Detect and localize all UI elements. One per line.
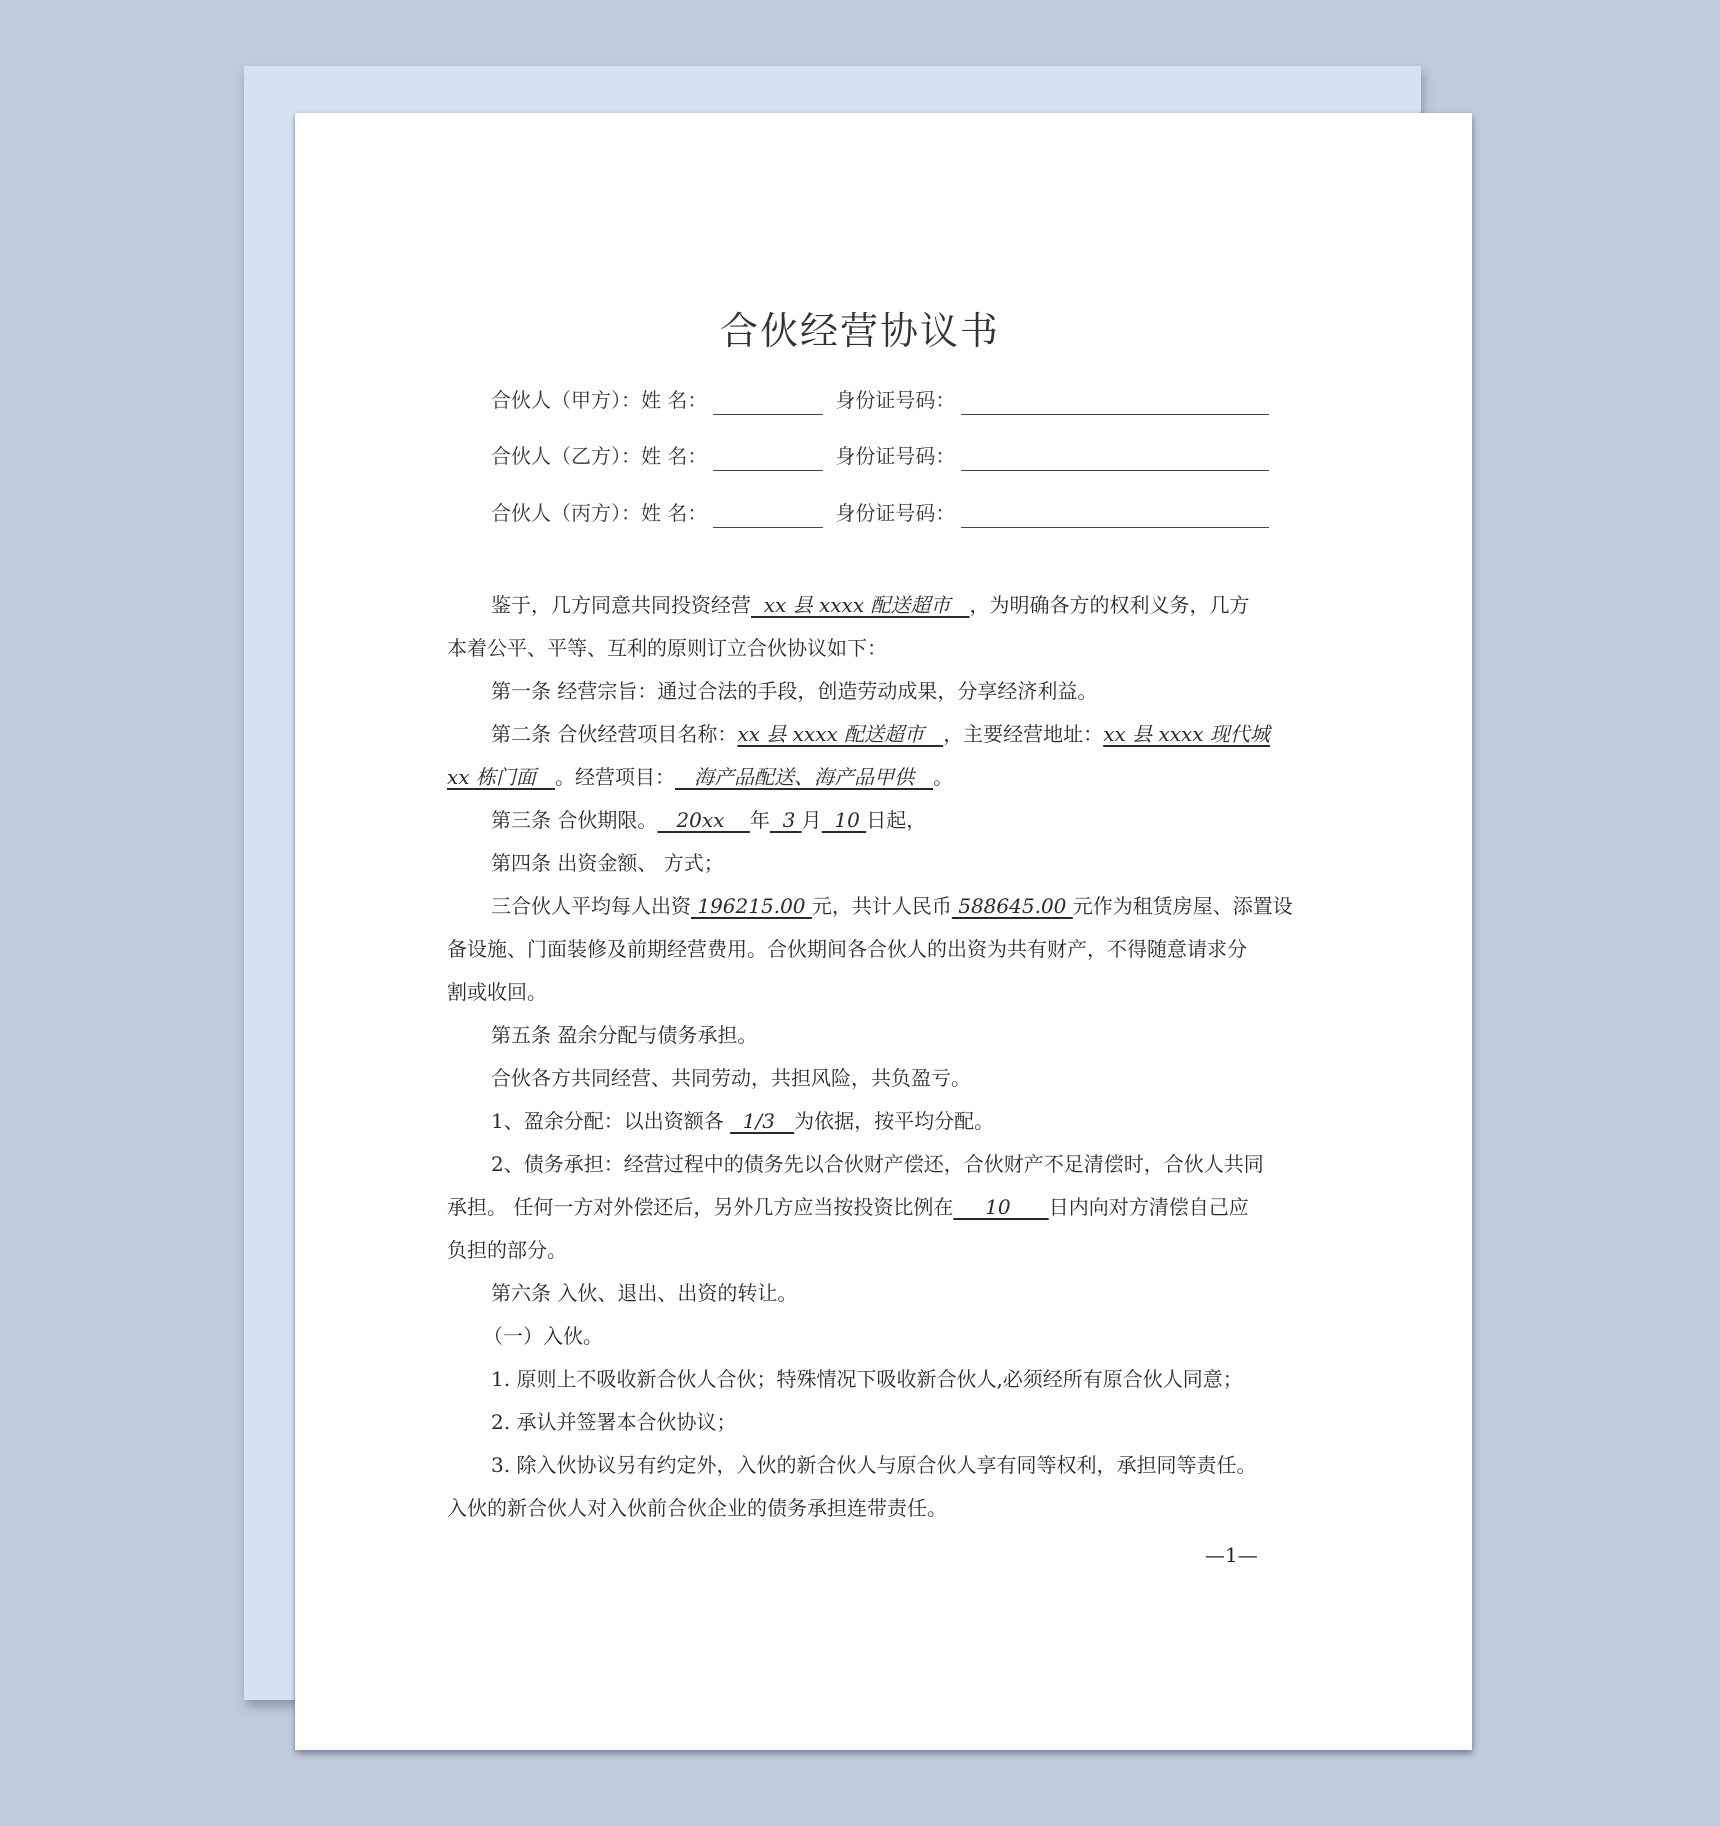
party-row-a — [491, 385, 1269, 415]
address-fill-cont: xx 栋门面 — [447, 765, 555, 789]
name-blank-field[interactable] — [713, 505, 823, 528]
article-3 — [447, 799, 1332, 842]
address-fill: xx 县 xxxx 现代城 — [1103, 722, 1270, 746]
article-text: 元作为租赁房屋、添置设 — [1072, 894, 1293, 918]
day-fill: 10 — [821, 808, 867, 832]
article-6-item-2: 2. 承认并签署本合伙协议； — [491, 1410, 737, 1434]
month-fill: 3 — [769, 808, 802, 832]
id-number-blank-field[interactable] — [961, 448, 1269, 471]
intro-text: 鉴于，几方同意共同投资经营 — [491, 593, 751, 617]
article-text: 三合伙人平均每人出资 — [491, 894, 691, 918]
article-text: 为依据，按平均分配。 — [794, 1109, 995, 1133]
article-4-heading: 第四条 出资金额、 方式； — [491, 851, 724, 875]
party-row-b — [491, 441, 1269, 471]
profit-ratio-fill: 1/3 — [730, 1109, 795, 1133]
per-person-amount-fill: 196215.00 — [691, 894, 812, 918]
article-6-heading: 第六条 入伙、退出、出资的转让。 — [491, 1281, 798, 1305]
article-text: 第二条 合伙经营项目名称： — [491, 722, 738, 746]
article-2-line-2 — [447, 756, 1332, 799]
total-amount-fill: 588645.00 — [951, 894, 1073, 918]
intro-text: ，为明确各方的权利义务，几方 — [969, 593, 1250, 617]
business-scope-fill: 海产品配送、海产品甲供 — [675, 765, 934, 789]
article-2 — [447, 713, 1332, 756]
name-blank-field[interactable] — [713, 448, 823, 471]
project-name-fill: xx 县 xxxx 配送超市 — [737, 722, 944, 746]
article-text: 1、盈余分配：以出资额各 — [491, 1109, 731, 1133]
id-number-blank-field[interactable] — [961, 392, 1269, 415]
party-label: 合伙人（甲方）：姓 名： — [491, 388, 708, 412]
article-text: 承担。 任何一方对外偿还后，另外几方应当按投资比例在 — [447, 1195, 954, 1219]
article-4-line-2: 备设施、门面装修及前期经营费用。合伙期间各合伙人的出资为共有财产，不得随意请求分 — [447, 937, 1247, 961]
article-5-principle: 合伙各方共同经营、共同劳动，共担风险，共负盈亏。 — [491, 1066, 971, 1090]
article-text: 日起， — [866, 808, 927, 832]
article-6-sub-1: （一）入伙。 — [483, 1324, 603, 1348]
article-6-item-3-line-2: 入伙的新合伙人对入伙前合伙企业的债务承担连带责任。 — [447, 1496, 947, 1520]
article-1: 第一条 经营宗旨：通过合法的手段，创造劳动成果，分享经济利益。 — [491, 679, 1098, 703]
intro-paragraph — [447, 584, 1332, 627]
article-text: 年 — [749, 808, 770, 832]
article-text: 第三条 合伙期限。 — [491, 808, 658, 832]
name-blank-field[interactable] — [713, 392, 823, 415]
party-label: 合伙人（丙方）：姓 名： — [491, 501, 708, 525]
article-4-line-3: 割或收回。 — [447, 980, 547, 1004]
article-text: 日内向对方清偿自己应 — [1048, 1195, 1249, 1219]
article-text: 。经营项目： — [555, 765, 675, 789]
intro-line-2: 本着公平、平等、互利的原则订立合伙协议如下： — [447, 636, 887, 660]
article-5-item-2-line-3: 负担的部分。 — [447, 1238, 567, 1262]
repayment-days-fill: 10 — [953, 1195, 1049, 1219]
party-row-c — [491, 498, 1269, 528]
article-6-item-1: 1. 原则上不吸收新合伙人合伙；特殊情况下吸收新合伙人,必须经所有原合伙人同意； — [491, 1367, 1243, 1391]
id-label: 身份证号码： — [835, 388, 956, 412]
article-5-heading: 第五条 盈余分配与债务承担。 — [491, 1023, 758, 1047]
page-number: —1— — [1205, 1543, 1258, 1567]
id-number-blank-field[interactable] — [961, 505, 1269, 528]
document-title: 合伙经营协议书 — [719, 309, 1000, 353]
article-text: ，主要经营地址： — [943, 722, 1104, 746]
article-6-item-3: 3. 除入伙协议另有约定外，入伙的新合伙人与原合伙人享有同等权利，承担同等责任。 — [491, 1453, 1257, 1477]
id-label: 身份证号码： — [835, 444, 956, 468]
id-label: 身份证号码： — [835, 501, 956, 525]
article-text: 元，共计人民币 — [811, 894, 952, 918]
article-4-body — [447, 885, 1332, 928]
article-text: 月 — [801, 808, 822, 832]
business-name-fill: xx 县 xxxx 配送超市 — [751, 593, 970, 617]
article-5-item-2-line-2 — [447, 1186, 1332, 1229]
party-label: 合伙人（乙方）：姓 名： — [491, 444, 708, 468]
article-5-item-2: 2、债务承担：经营过程中的债务先以合伙财产偿还，合伙财产不足清偿时，合伙人共同 — [491, 1152, 1264, 1176]
year-fill: 20xx — [657, 808, 750, 832]
agreement-body — [447, 584, 1332, 1530]
article-text: 。 — [933, 765, 954, 789]
article-5-item-1 — [447, 1100, 1332, 1143]
